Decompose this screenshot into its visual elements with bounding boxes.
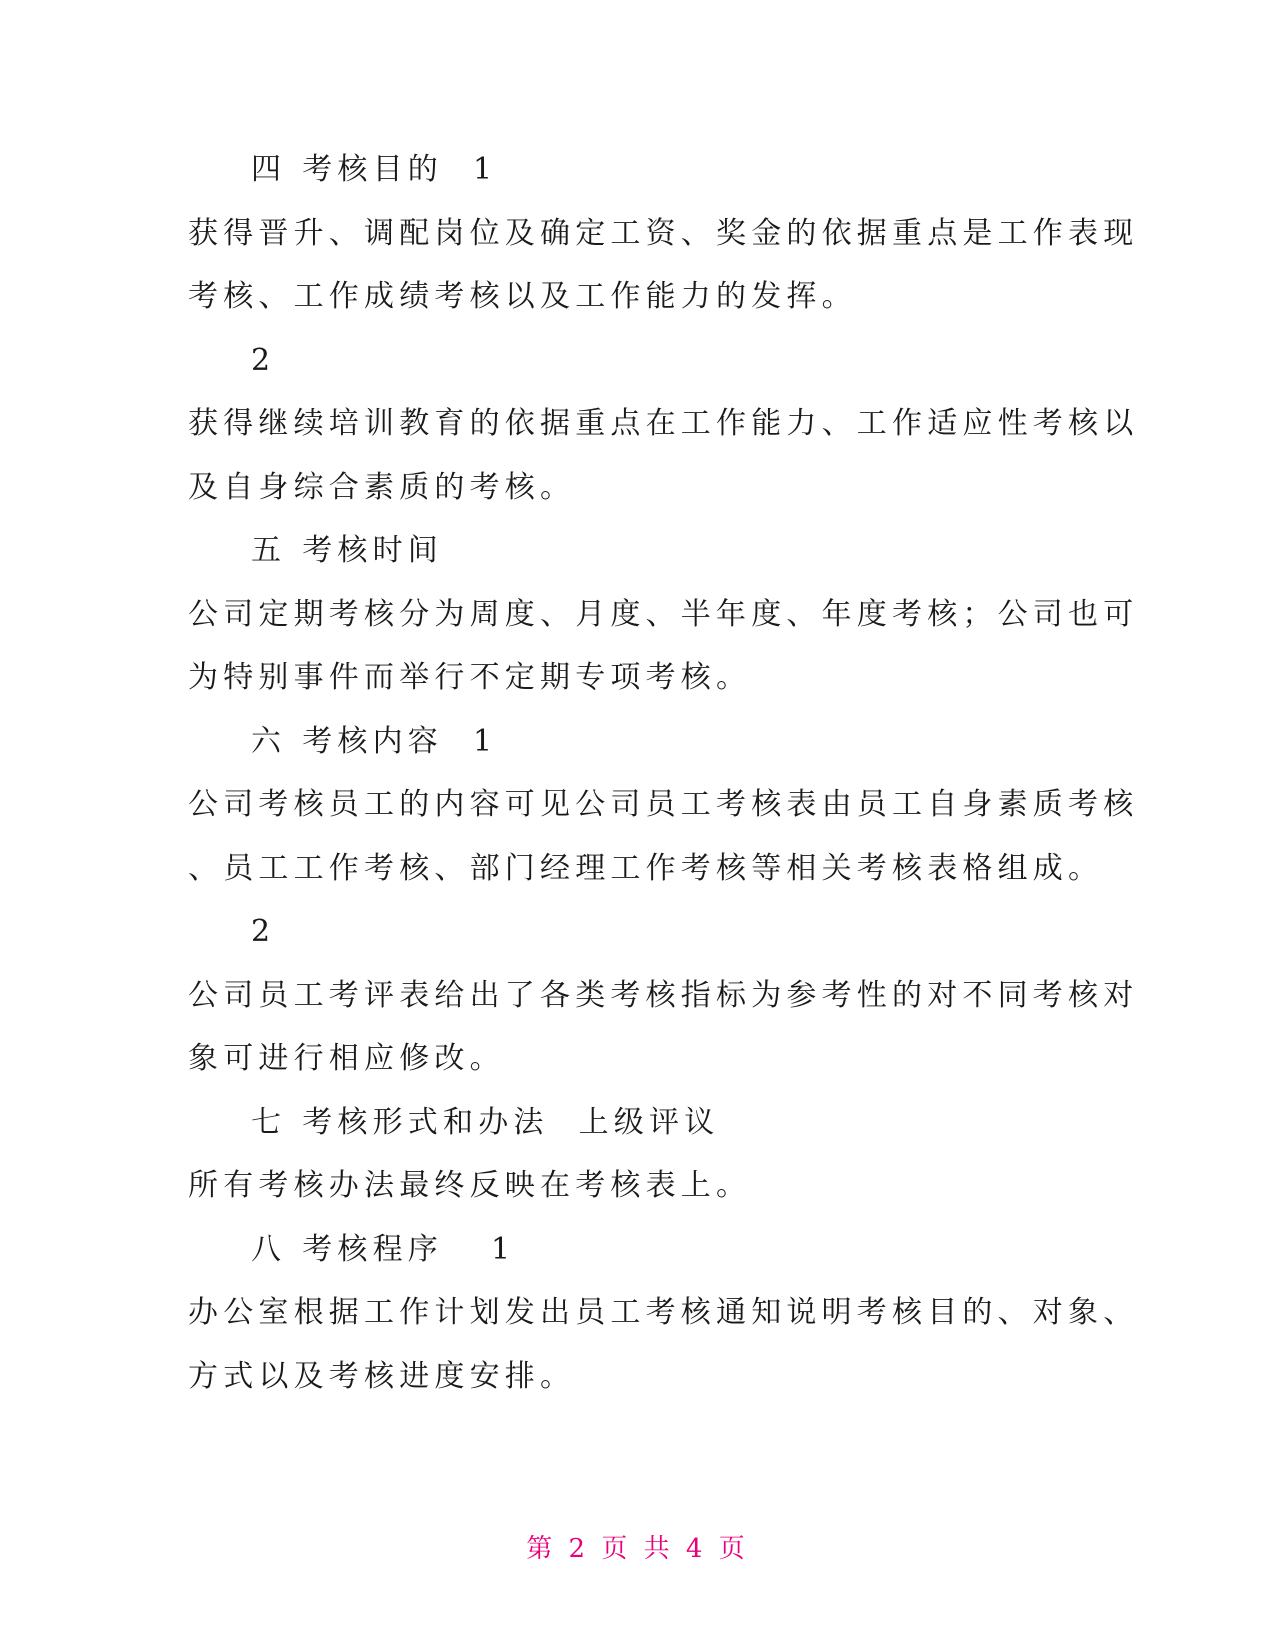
section-number: 六 bbox=[251, 723, 287, 759]
paragraph-line: 、员工工作考核、部门经理工作考核等相关考核表格组成。 bbox=[188, 850, 1104, 886]
section-heading bbox=[188, 1091, 1088, 1155]
paragraph-line: 获得晋升、调配岗位及确定工资、奖金的依据重点是工作表现 bbox=[188, 215, 1139, 251]
section-heading bbox=[188, 1218, 1088, 1282]
paragraph-line: 获得继续培训教育的依据重点在工作能力、工作适应性考核以 bbox=[188, 406, 1139, 441]
section-number: 四 bbox=[251, 152, 287, 187]
paragraph-line: 所有考核办法最终反映在考核表上。 bbox=[188, 1168, 752, 1203]
section-title: 考核内容 bbox=[302, 723, 444, 759]
page-footer bbox=[0, 1528, 1275, 1565]
current-page-number: 2 bbox=[568, 1534, 590, 1564]
paragraph-line: 公司考核员工的内容可见公司员工考核表由员工自身素质考核 bbox=[188, 787, 1139, 822]
section-number: 八 bbox=[251, 1231, 287, 1267]
item-number: 1 bbox=[491, 1231, 516, 1267]
footer-prefix: 第 bbox=[526, 1534, 557, 1564]
section-heading bbox=[188, 519, 1088, 583]
section-title: 考核形式和办法 bbox=[302, 1104, 549, 1140]
section-number: 七 bbox=[251, 1104, 287, 1140]
paragraph-line: 象可进行相应修改。 bbox=[188, 1041, 505, 1076]
item-number: 1 bbox=[473, 723, 498, 759]
paragraph-line: 公司定期考核分为周度、月度、半年度、年度考核；公司也可 bbox=[188, 596, 1139, 632]
paragraph-line: 考核、工作成绩考核以及工作能力的发挥。 bbox=[188, 279, 857, 314]
footer-suffix: 页 bbox=[718, 1534, 749, 1564]
total-pages-number: 4 bbox=[685, 1534, 707, 1564]
section-heading bbox=[188, 710, 1088, 774]
paragraph-line: 方式以及考核进度安排。 bbox=[188, 1358, 576, 1394]
paragraph-line: 及自身综合素质的考核。 bbox=[188, 469, 576, 505]
item-number: 2 bbox=[251, 914, 276, 949]
item-number: 2 bbox=[251, 342, 276, 378]
section-title: 考核目的 bbox=[302, 152, 444, 187]
paragraph-line: 办公室根据工作计划发出员工考核通知说明考核目的、对象、 bbox=[188, 1295, 1139, 1330]
section-heading bbox=[188, 138, 1088, 202]
section-subtitle: 上级评议 bbox=[578, 1104, 720, 1140]
paragraph-line: 为特别事件而举行不定期专项考核。 bbox=[188, 660, 752, 695]
section-title: 考核时间 bbox=[302, 533, 444, 568]
section-title: 考核程序 bbox=[302, 1231, 444, 1267]
section-number: 五 bbox=[251, 533, 287, 568]
item-number: 1 bbox=[473, 152, 498, 187]
paragraph-line: 公司员工考评表给出了各类考核指标为参考性的对不同考核对 bbox=[188, 977, 1139, 1013]
document-body bbox=[188, 138, 1139, 1408]
footer-middle: 页 共 bbox=[601, 1534, 674, 1564]
